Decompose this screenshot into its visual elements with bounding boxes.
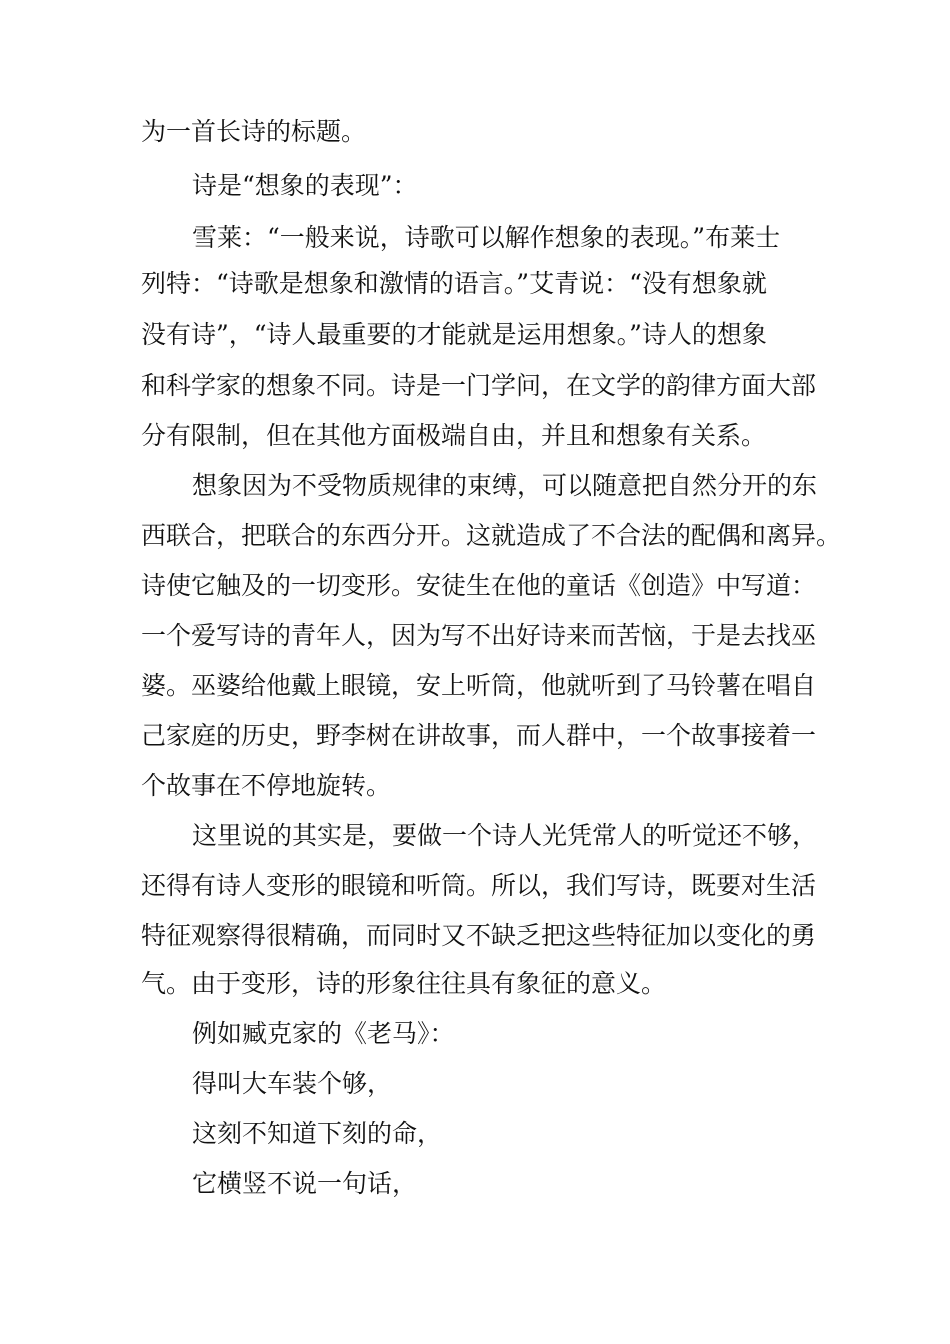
text-line-10: 诗使它触及的一切变形。安徒生在他的童话《创造》中写道： bbox=[141, 571, 817, 600]
text-line-11: 一个爱写诗的青年人，因为写不出好诗来而苦恼，于是去找巫 bbox=[141, 621, 817, 650]
text-line-8: 想象因为不受物质规律的束缚，可以随意把自然分开的东 bbox=[192, 471, 818, 500]
text-line-13: 己家庭的历史，野李树在讲故事，而人群中，一个故事接着一 bbox=[141, 721, 817, 750]
text-line-7: 分有限制，但在其他方面极端自由，并且和想象有关系。 bbox=[141, 421, 767, 450]
poem-line-1: 得叫大车装个够， bbox=[192, 1069, 393, 1098]
poem-line-2: 这刻不知道下刻的命， bbox=[192, 1119, 443, 1148]
text-line-17: 特征观察得很精确，而同时又不缺乏把这些特征加以变化的勇 bbox=[141, 921, 817, 950]
text-line-3: 雪莱：“一般来说，诗歌可以解作想象的表现。”布莱士 bbox=[192, 223, 781, 252]
text-line-6: 和科学家的想象不同。诗是一门学问，在文学的韵律方面大部 bbox=[141, 371, 817, 400]
text-line-15: 这里说的其实是，要做一个诗人光凭常人的听觉还不够， bbox=[192, 821, 818, 850]
text-line-19: 例如臧克家的《老马》： bbox=[192, 1019, 455, 1048]
text-line-4: 列特：“诗歌是想象和激情的语言。”艾青说：“没有想象就 bbox=[141, 269, 767, 298]
text-line-5: 没有诗”，“诗人最重要的才能就是运用想象。”诗人的想象 bbox=[141, 320, 767, 349]
poem-line-3: 它横竖不说一句话， bbox=[192, 1169, 418, 1198]
text-line-2: 诗是“想象的表现”： bbox=[192, 171, 418, 200]
text-line-14: 个故事在不停地旋转。 bbox=[141, 771, 392, 800]
text-line-18: 气。由于变形，诗的形象往往具有象征的意义。 bbox=[141, 969, 667, 998]
text-line-9: 西联合，把联合的东西分开。这就造成了不合法的配偶和离异。 bbox=[141, 521, 842, 550]
text-line-1: 为一首长诗的标题。 bbox=[141, 117, 367, 146]
text-line-12: 婆。巫婆给他戴上眼镜，安上听筒，他就听到了马铃薯在唱自 bbox=[141, 671, 817, 700]
text-line-16: 还得有诗人变形的眼镜和听筒。所以，我们写诗，既要对生活 bbox=[141, 871, 817, 900]
